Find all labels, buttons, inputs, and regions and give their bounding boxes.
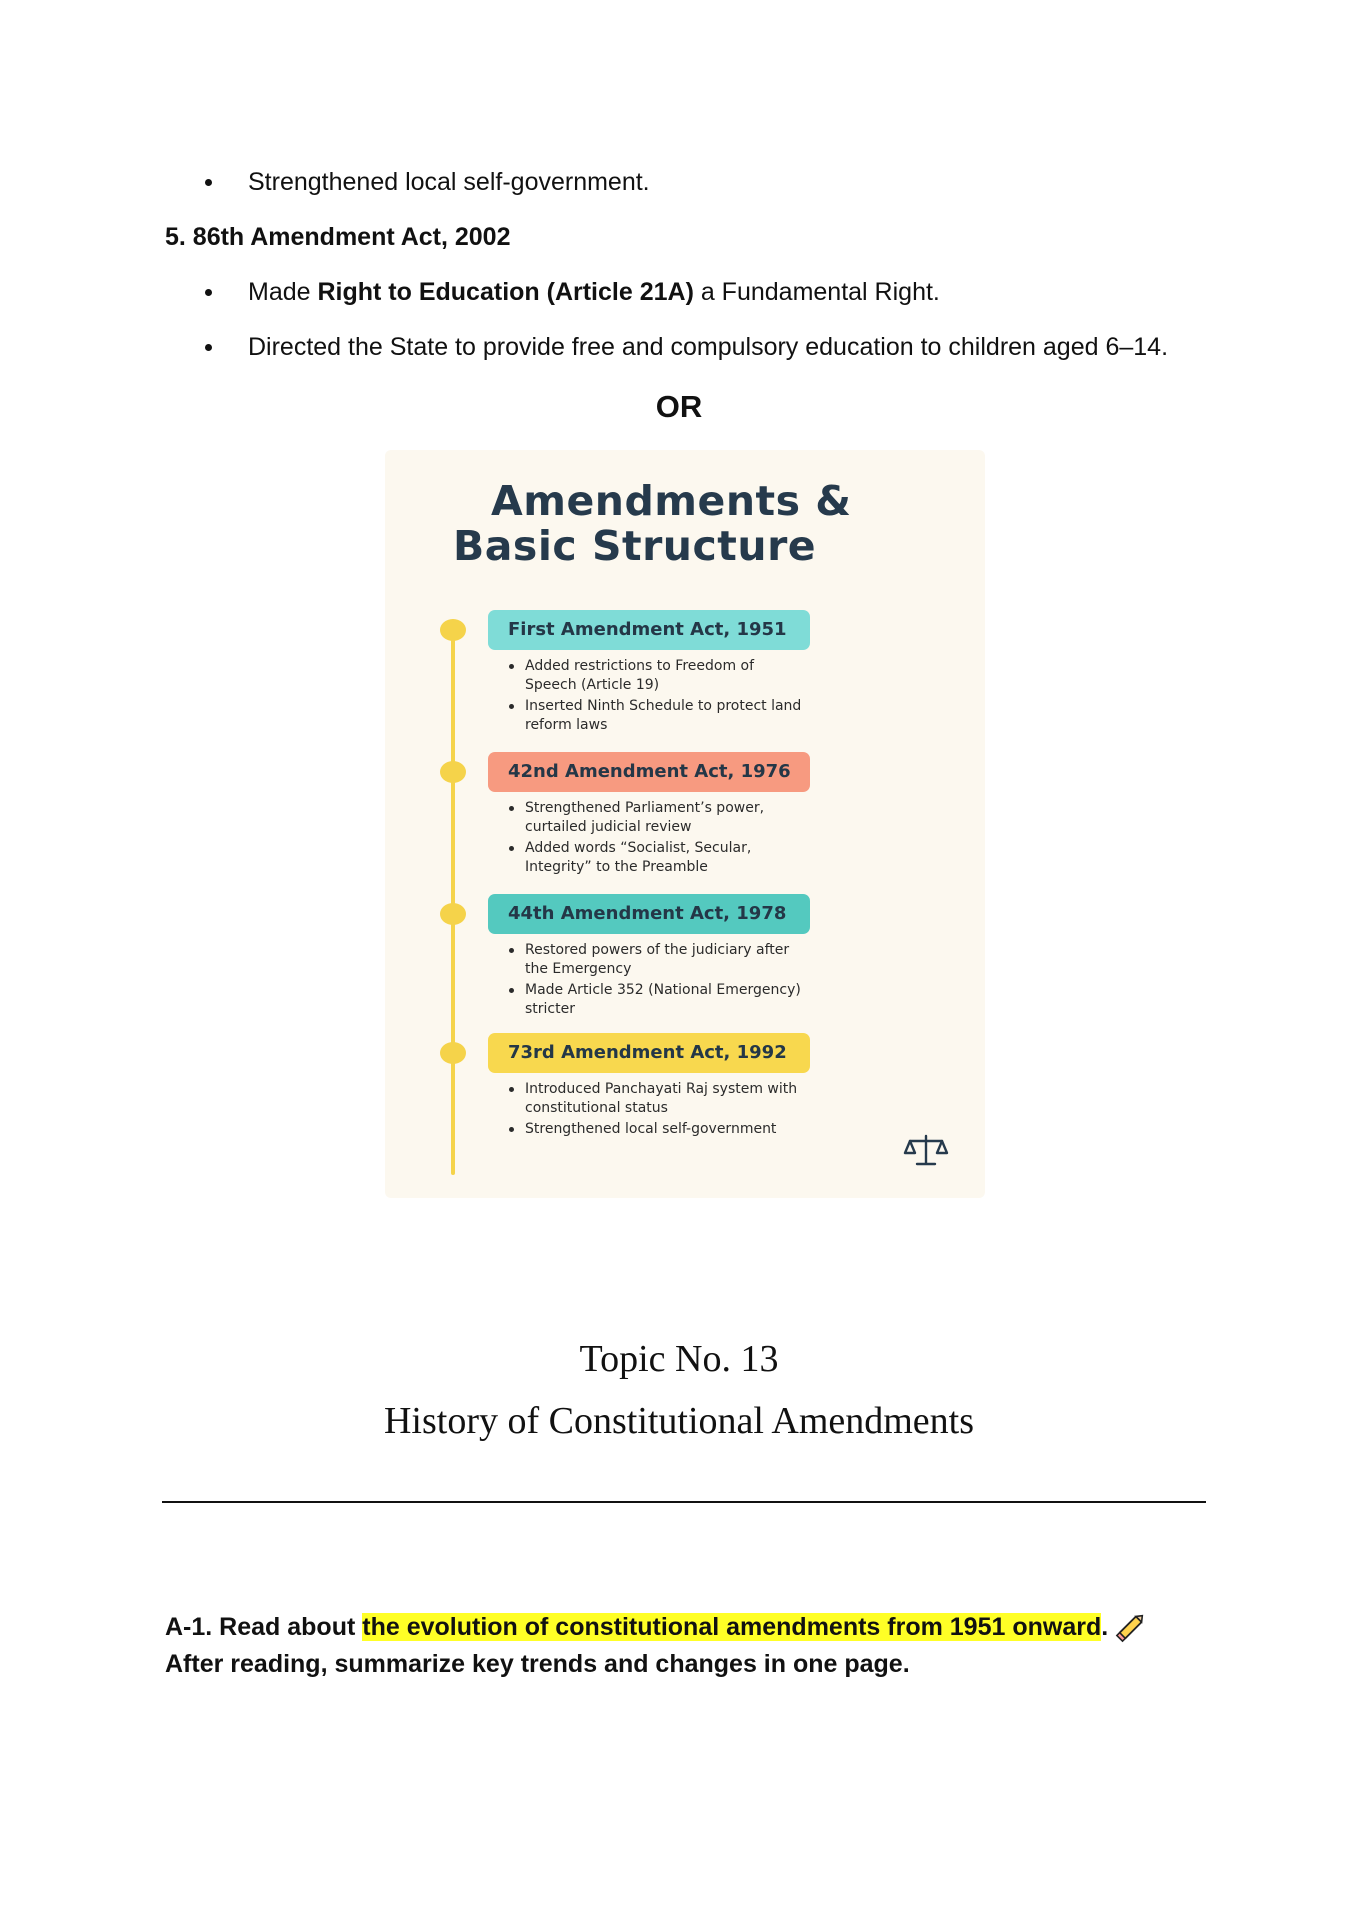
- amendments-infographic: [385, 450, 985, 1198]
- amendment-point: Restored powers of the judiciary after the Emergency: [507, 941, 807, 979]
- bullet-dot: [205, 344, 212, 351]
- bullet-dot: [205, 289, 212, 296]
- assignment-text: [165, 1609, 1215, 1683]
- text-segment: Made: [248, 278, 318, 306]
- bold-text-segment: Right to Education (Article 21A): [317, 278, 694, 306]
- amendment-point: Strengthened local self-government: [507, 1120, 807, 1139]
- amendment-point: Added restrictions to Freedom of Speech (Article 19): [507, 657, 807, 695]
- text-segment: a Fundamental Right.: [693, 278, 940, 306]
- topic-title: History of Constitutional Amendments: [383, 1400, 975, 1442]
- amendment-point: Made Article 352 (National Emergency) stricter: [507, 981, 807, 1019]
- amendment-pill-44th: 44th Amendment Act, 1978: [488, 894, 810, 934]
- horizontal-rule: [162, 1501, 1206, 1503]
- amendment-pill-73rd: 73rd Amendment Act, 1992: [488, 1033, 810, 1073]
- timeline-dot: [440, 761, 466, 783]
- section-heading: 5. 86th Amendment Act, 2002: [165, 223, 511, 251]
- infographic-title-line2: Basic Structure: [453, 522, 817, 570]
- bullet-text: [248, 277, 940, 307]
- amendment-points-list: [507, 941, 807, 1021]
- infographic-title-line1: Amendments &: [491, 477, 852, 525]
- amendment-pill-first: First Amendment Act, 1951: [488, 610, 810, 650]
- timeline-dot: [440, 1042, 466, 1064]
- amendment-points-list: [507, 657, 807, 737]
- timeline-dot: [440, 619, 466, 641]
- amendment-point: Strengthened Parliament’s power, curtailed judicial review: [507, 799, 807, 837]
- amendment-points-list: [507, 1080, 807, 1141]
- assignment-suffix: After reading, summarize key trends and changes in one page.: [165, 1650, 910, 1678]
- timeline-dot: [440, 903, 466, 925]
- bullet-dot: [205, 179, 212, 186]
- amendment-point: Introduced Panchayati Raj system with constitutional status: [507, 1080, 807, 1118]
- bullet-text: Strengthened local self-government.: [248, 168, 650, 196]
- amendment-points-list: [507, 799, 807, 879]
- or-divider-label: OR: [655, 389, 703, 424]
- assignment-prefix: A-1. Read about: [165, 1613, 363, 1641]
- scales-of-justice-icon: [903, 1133, 949, 1169]
- amendment-pill-42nd: 42nd Amendment Act, 1976: [488, 752, 810, 792]
- amendment-point: Inserted Ninth Schedule to protect land reform laws: [507, 697, 807, 735]
- pencil-icon: [1114, 1611, 1148, 1643]
- bullet-text: Directed the State to provide free and compulsory education to children aged 6–14.: [248, 333, 1169, 361]
- assignment-period: .: [1101, 1613, 1109, 1641]
- amendment-point: Added words “Socialist, Secular, Integrity” to the Preamble: [507, 839, 807, 877]
- highlighted-text: the evolution of constitutional amendments from 1951 onward: [362, 1613, 1102, 1641]
- topic-number: Topic No. 13: [579, 1338, 779, 1380]
